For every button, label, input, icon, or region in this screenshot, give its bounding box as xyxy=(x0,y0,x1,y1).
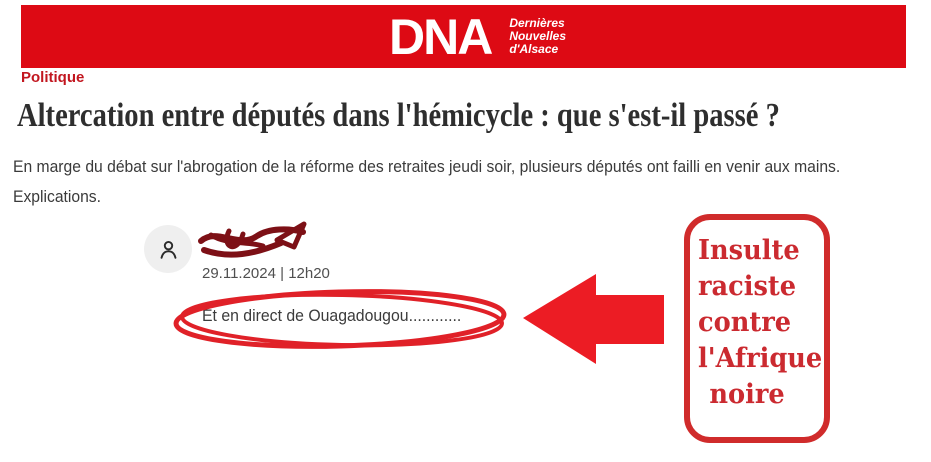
tagline-line: Nouvelles xyxy=(509,29,567,43)
avatar xyxy=(144,225,192,273)
category-label[interactable]: Politique xyxy=(21,69,85,86)
dna-tagline xyxy=(509,17,566,56)
person-icon xyxy=(155,236,182,263)
comment-text: Et en direct de Ouagadougou............ xyxy=(202,306,462,325)
comment-timestamp: 29.11.2024 | 12h20 xyxy=(202,265,330,282)
annotation-line: Insulte xyxy=(698,235,800,266)
annotation-line: raciste xyxy=(698,271,797,302)
article-headline: Altercation entre députés dans l'hémicycle : que s'est-il passé ? xyxy=(17,97,780,134)
annotation-box xyxy=(684,214,830,443)
username-scribble xyxy=(197,219,319,263)
annotation-line: noire xyxy=(709,379,785,410)
standfirst-line: En marge du débat sur l'abrogation de la réforme des retraites jeudi soir, plusieurs députés ont failli en venir aux mains. xyxy=(13,158,841,176)
standfirst-line: Explications. xyxy=(13,188,102,206)
tagline-line: d'Alsace xyxy=(509,42,559,56)
annotation-line: l'Afrique xyxy=(698,343,823,374)
left-arrow-icon xyxy=(520,270,670,370)
tagline-line: Dernières xyxy=(509,16,565,30)
masthead-banner xyxy=(21,5,906,68)
highlight-ellipse-icon xyxy=(169,286,513,354)
article-standfirst xyxy=(13,152,840,212)
annotation-line: contre xyxy=(698,307,792,338)
dna-logo-text: DNA xyxy=(388,8,492,65)
dna-logo[interactable] xyxy=(388,8,567,65)
